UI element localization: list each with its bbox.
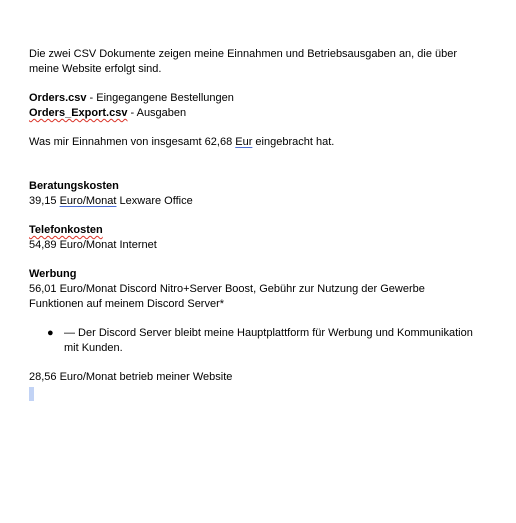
orders-file-line — [29, 91, 489, 106]
spacer — [29, 356, 489, 370]
beratung-amount: 39,15 — [29, 195, 60, 207]
werbung-line-2: Funktionen auf meinem Discord Server* — [29, 298, 225, 310]
bullet-text: — Der Discord Server bleibt meine Hauptplattform für Werbung und Kommunikation mit Kunden. — [64, 327, 473, 354]
spacer — [29, 312, 489, 326]
beratung-line — [29, 194, 489, 209]
document-body[interactable] — [29, 47, 489, 401]
bullet-icon: ● — [47, 327, 54, 339]
intro-line-2: meine Website erfolgt sind. — [29, 63, 162, 75]
income-text-after: eingebracht hat. — [252, 136, 335, 148]
text-cursor[interactable] — [29, 387, 34, 401]
orders-file-desc: - Eingegangene Bestellungen — [86, 92, 234, 104]
export-file-name: Orders_Export.csv — [29, 107, 128, 119]
export-file-desc: - Ausgaben — [127, 107, 187, 119]
spacer — [29, 209, 489, 223]
list-item — [29, 326, 489, 356]
telefon-line: 54,89 Euro/Monat Internet — [29, 239, 157, 251]
telefon-heading: Telefonkosten — [29, 224, 103, 236]
spacer — [29, 121, 489, 135]
orders-file-name: Orders.csv — [29, 92, 87, 104]
werbung-bullet-list — [29, 326, 489, 356]
intro-line-1: Die zwei CSV Dokumente zeigen meine Einnahmen und Betriebsausgaben an, die über — [29, 48, 458, 60]
werbung-heading: Werbung — [29, 268, 77, 280]
werbung-line-1: 56,01 Euro/Monat Discord Nitro+Server Boost, Gebühr zur Nutzung der Gewerbe — [29, 283, 425, 295]
income-currency: Eur — [235, 136, 253, 148]
beratung-unit: Euro/Monat — [59, 195, 117, 207]
spacer — [29, 253, 489, 267]
income-line — [29, 135, 489, 150]
beratung-heading: Beratungskosten — [29, 180, 119, 192]
spacer — [29, 150, 489, 179]
website-line: 28,56 Euro/Monat betrieb meiner Website — [29, 371, 233, 383]
spacer — [29, 77, 489, 91]
income-text-before: Was mir Einnahmen von insgesamt 62,68 — [29, 136, 236, 148]
beratung-desc: Lexware Office — [116, 195, 193, 207]
export-file-line — [29, 106, 489, 121]
